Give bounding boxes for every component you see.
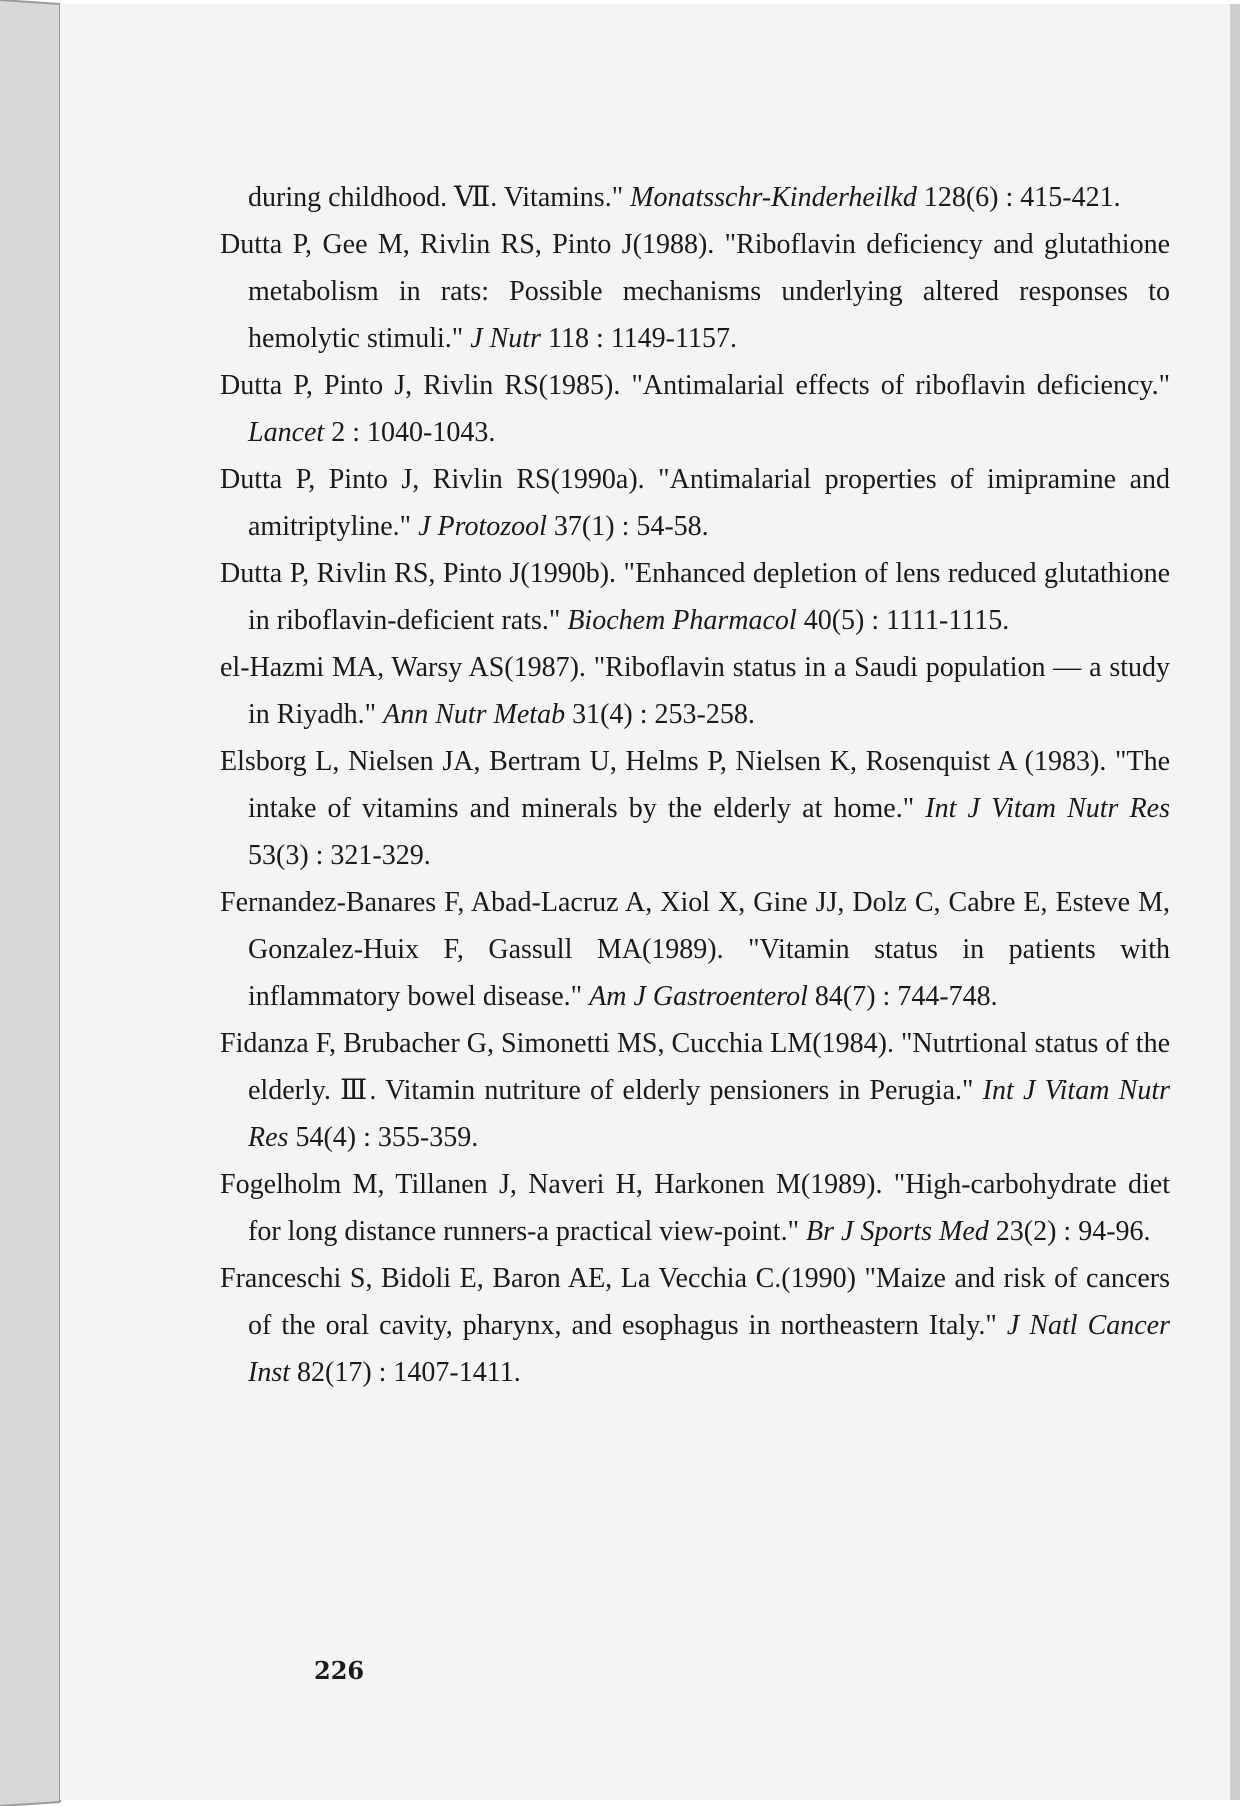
journal-name: Monatsschr-Kinderheilkd [630, 182, 917, 213]
reference-list [220, 174, 1170, 1396]
book-page [60, 4, 1240, 1800]
journal-name: J Natl Cancer Inst [248, 1310, 1171, 1388]
reference-entry: Dutta P, Pinto J, Rivlin RS(1990a). "Antimalarial properties of imipramine and amitriptyline." J Protozool 37(1) : 54-58. [220, 464, 1170, 542]
journal-name: Int J Vitam Nutr Res [925, 793, 1171, 824]
journal-name: Am J Gastroenterol [589, 981, 808, 1012]
reference-entry: Fidanza F, Brubacher G, Simonetti MS, Cucchia LM(1984). "Nutrtional status of the elderly. Ⅲ. Vitamin nutriture of elderly pensioners in Perugia." Int J Vitam Nutr Res 54(4) : 355-359. [220, 1028, 1170, 1153]
reference-entry: Dutta P, Pinto J, Rivlin RS(1985). "Antimalarial effects of riboflavin deficiency." Lancet 2 : 1040-1043. [220, 370, 1170, 448]
journal-name: Br J Sports Med [806, 1216, 989, 1247]
journal-name: J Protozool [418, 511, 547, 542]
reference-entry: Fernandez-Banares F, Abad-Lacruz A, Xiol X, Gine JJ, Dolz C, Cabre E, Esteve M, Gonzalez-Huix F, Gassull MA(1989). "Vitamin status in patients with inflammatory bowel disease." Am J Gastroenterol 84(7) : 744-748. [220, 887, 1170, 1012]
journal-name: Lancet [248, 417, 325, 448]
page-number: 226 [314, 1656, 365, 1685]
journal-name: Ann Nutr Metab [383, 699, 566, 730]
reference-entry: Dutta P, Gee M, Rivlin RS, Pinto J(1988). "Riboflavin deficiency and glutathione metabolism in rats: Possible mechanisms underlying altered responses to hemolytic stimuli." J Nutr 118 : 1149-1157. [220, 229, 1170, 354]
reference-entry: Elsborg L, Nielsen JA, Bertram U, Helms P, Nielsen K, Rosenquist A (1983). "The intake of vitamins and minerals by the elderly at home." Int J Vitam Nutr Res 53(3) : 321-329. [220, 746, 1171, 871]
journal-name: Biochem Pharmacol [567, 605, 797, 636]
reference-entry: Franceschi S, Bidoli E, Baron AE, La Vecchia C.(1990) "Maize and risk of cancers of the oral cavity, pharynx, and esophagus in northeastern Italy." J Natl Cancer Inst 82(17) : 1407-1411. [220, 1263, 1171, 1388]
reference-entry: during childhood. Ⅶ. Vitamins." Monatsschr-Kinderheilkd 128(6) : 415-421. [248, 182, 1121, 213]
reference-entry: el-Hazmi MA, Warsy AS(1987). "Riboflavin status in a Saudi population — a study in Riyadh." Ann Nutr Metab 31(4) : 253-258. [220, 652, 1170, 730]
journal-name: Int J Vitam Nutr Res [248, 1075, 1170, 1153]
reference-entry: Dutta P, Rivlin RS, Pinto J(1990b). "Enhanced depletion of lens reduced glutathione in riboflavin-deficient rats." Biochem Pharmacol 40(5) : 1111-1115. [220, 558, 1170, 636]
reference-entry: Fogelholm M, Tillanen J, Naveri H, Harkonen M(1989). "High-carbohydrate diet for long distance runners-a practical view-point." Br J Sports Med 23(2) : 94-96. [220, 1169, 1170, 1247]
journal-name: J Nutr [470, 323, 541, 354]
